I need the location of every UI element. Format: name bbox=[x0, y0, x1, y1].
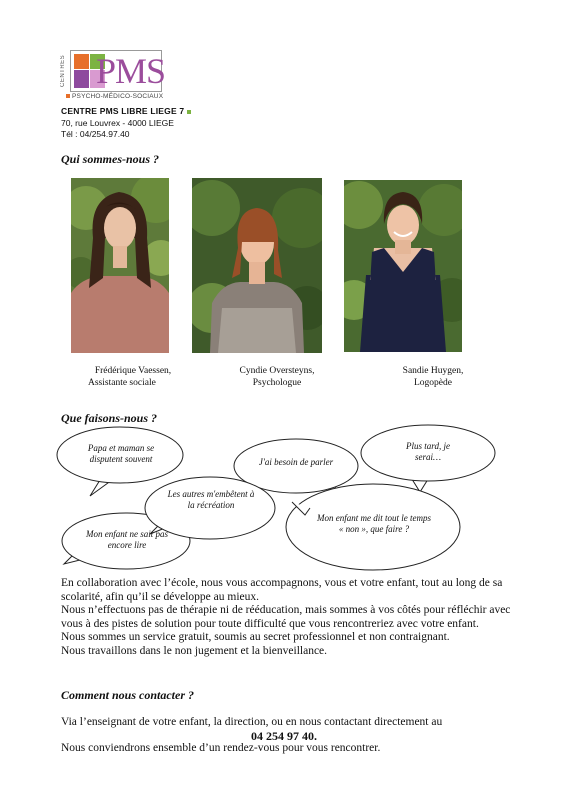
phone: Tél : 04/254.97.40 bbox=[61, 129, 130, 139]
body-paragraph-1: En collaboration avec l’école, nous vous accompagnons, vous et votre enfant, tout au long de sa scolarité, afin qu’il se développe au mieux. bbox=[61, 577, 503, 603]
member-name: Frédérique Vaessen, bbox=[94, 366, 172, 376]
section-title-what: Que faisons-nous ? bbox=[61, 411, 158, 425]
bubble-always-no: Mon enfant me dit tout le temps « non », que faire ? bbox=[317, 513, 431, 534]
body-text bbox=[61, 577, 521, 658]
section-title-who: Qui sommes-nous ? bbox=[61, 152, 160, 166]
body-paragraph-4: Nous travaillons dans le non jugement et la bienveillance. bbox=[61, 644, 328, 657]
section-title-contact: Comment nous contacter ? bbox=[61, 688, 195, 702]
member-role: Logopède bbox=[414, 378, 452, 388]
body-paragraph-2: Nous n’effectuons pas de thérapie ni de rééducation, mais sommes à vos côtés pour réfléchir avec vous à des pistes de solution pour toute difficulté que vous rencontreriez avec votre enfant. bbox=[61, 604, 511, 630]
address: 70, rue Louvrex - 4000 LIEGE bbox=[61, 118, 174, 128]
bubble-parents-dispute: Papa et maman se disputent souvent bbox=[87, 443, 155, 464]
bubble-need-to-talk: J'ai besoin de parler bbox=[258, 457, 334, 467]
center-name: CENTRE PMS LIBRE LIEGE 7 bbox=[61, 106, 185, 116]
logo-vertical-text: CENTRES bbox=[60, 54, 66, 88]
bubble-cannot-read: Mon enfant ne sait pas encore lire bbox=[86, 529, 168, 550]
logo-subtitle: PSYCHO-MÉDICO-SOCIAUX bbox=[72, 93, 164, 100]
member-name: Cyndie Oversteyns, bbox=[239, 366, 315, 376]
bubble-others-annoy: Les autres m'embêtent à la récréation bbox=[167, 489, 255, 510]
member-role: Psychologue bbox=[252, 378, 302, 388]
member-name: Sandie Huygen, bbox=[402, 366, 464, 376]
body-paragraph-3: Nous sommes un service gratuit, soumis au secret professionnel et non contraignant. bbox=[61, 631, 450, 643]
member-role: Assistante sociale bbox=[88, 378, 156, 388]
contact-closing: Nous conviendrons ensemble d’un rendez-vous pour vous rencontrer. bbox=[61, 742, 381, 754]
logo-brand: PMS bbox=[96, 51, 166, 91]
bubble-later-i-will-be: Plus tard, je serai… bbox=[406, 441, 450, 462]
contact-text: Via l’enseignant de votre enfant, la direction, ou en nous contactant directement au bbox=[61, 716, 443, 728]
contact-phone: 04 254 97 40. bbox=[251, 729, 317, 743]
